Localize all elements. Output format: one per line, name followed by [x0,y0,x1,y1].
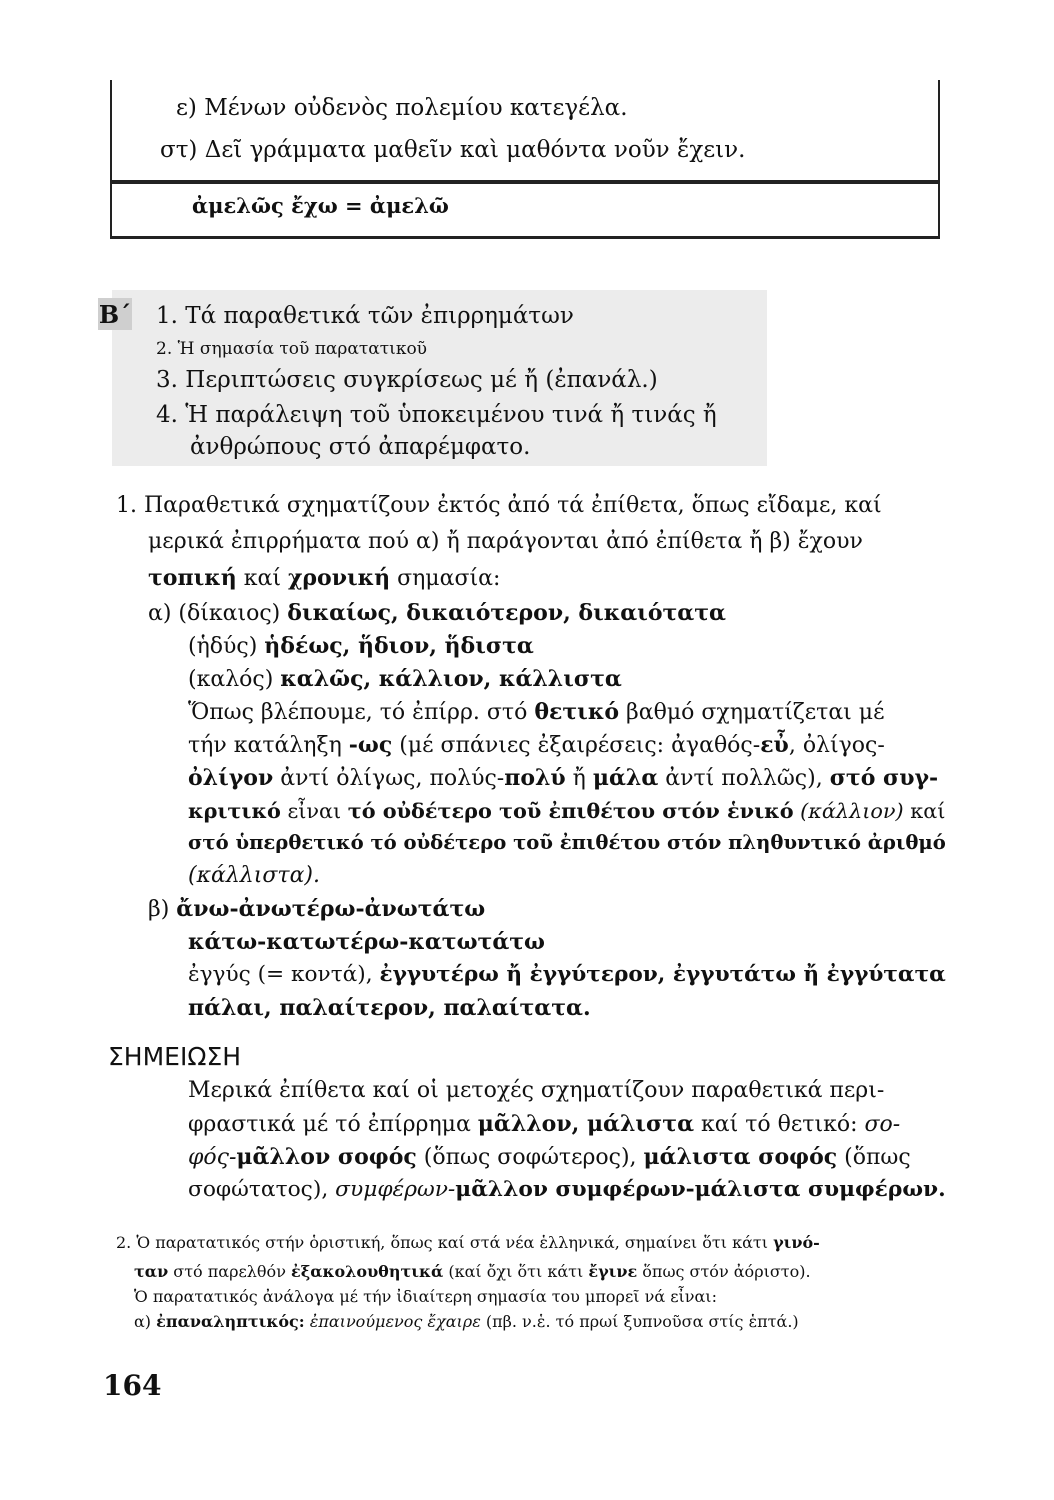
note-heading: ΣΗΜΕΙΩΣΗ [108,1042,242,1071]
item-a-line-2: (ἡδύς) ἡδέως, ἥδιον, ἥδιστα [188,633,534,659]
page-number: 164 [103,1369,162,1402]
footnote-line-2: ταν στό παρελθόν ἐξακολουθητικά (καί ὄχι ὅτι κάτι ἔγινε ὅπως στόν ἀόριστο). [134,1262,811,1281]
note-line-1: Μερικά ἐπίθετα καί οἱ μετοχές σχηματίζουν παραθετικά περι- [188,1078,885,1103]
item-b-line-4: πάλαι, παλαίτερον, παλαίτατα. [188,995,591,1021]
note-line-4: σοφώτατος), συμφέρων-μᾶλλον συμφέρων-μάλιστα συμφέρων. [188,1177,946,1202]
rule-text: ἀμελῶς ἔχω = ἀμελῶ [192,193,449,218]
item-a-line-1: α) (δίκαιος) δικαίως, δικαιότερον, δικαιότατα [148,600,726,626]
para-1-line-3: τοπική καί χρονική σημασία: [148,565,501,591]
comment-line-6: (κάλλιστα). [188,863,320,888]
note-line-3: φός-μᾶλλον σοφός (ὅπως σοφώτερος), μάλιστα σοφός (ὅπως [188,1144,911,1170]
footnote-line-1: 2. Ὁ παρατατικός στήν ὁριστική, ὅπως καί στά νέα ἑλληνικά, σημαίνει ὅτι κάτι γινό- [116,1233,820,1252]
example-e: ε) Μένων οὐδενὸς πολεμίου κατεγέλα. [176,95,628,121]
item-b-line-1: β) ἄνω-ἀνωτέρω-ἀνωτάτω [148,896,486,922]
toc-item-3: 3. Περιπτώσεις συγκρίσεως μέ ἤ (ἐπανάλ.) [156,367,658,393]
toc-item-4: 4. Ἡ παράλειψη τοῦ ὑποκειμένου τινά ἤ τινάς ἤ [156,402,717,428]
item-b-line-3: ἐγγύς (= κοντά), ἐγγυτέρω ἤ ἐγγύτερον, ἐγγυτάτω ἤ ἐγγύτατα [188,962,946,987]
toc-item-4-cont: ἀνθρώπους στό ἀπαρέμφατο. [190,434,531,460]
toc-item-2: 2. Ἡ σημασία τοῦ παρατατικοῦ [156,339,428,359]
item-b-line-2: κάτω-κατωτέρω-κατωτάτω [188,929,546,955]
item-a-line-3: (καλός) καλῶς, κάλλιον, κάλλιστα [188,666,622,692]
section-label: Β΄ [98,299,132,329]
footnote-line-4: α) ἐπαναληπτικός: ἐπαινούμενος ἔχαιρε (πβ. ν.ἑ. τό πρωί ξυπνοῦσα στίς ἑπτά.) [134,1312,799,1331]
footnote-line-3: Ὁ παρατατικός ἀνάλογα μέ τήν ἰδιαίτερη σημασία του μπορεῖ νά εἶναι: [134,1287,717,1306]
comment-line-5: στό ὑπερθετικό τό οὐδέτερο τοῦ ἐπιθέτου στόν πληθυντικό ἀριθμό [188,831,946,854]
note-line-2: φραστικά μέ τό ἐπίρρημα μᾶλλον, μάλιστα καί τό θετικό: σο- [188,1111,901,1137]
comment-line-3: ὀλίγον ἀντί ὀλίγως, πολύς-πολύ ἤ μάλα ἀντί πολλῶς), στό συγ- [188,765,939,791]
comment-line-2: τήν κατάληξη -ως (μέ σπάνιες ἐξαιρέσεις: ἀγαθός-εὖ, ὀλίγος- [188,732,885,758]
para-1-line-2: μερικά ἐπιρρήματα πού α) ἤ παράγονται ἀπό ἐπίθετα ἤ β) ἔχουν [148,529,863,554]
comment-line-4: κριτικό εἶναι τό οὐδέτερο τοῦ ἐπιθέτου στόν ἑνικό (κάλλιον) καί [188,798,946,823]
comment-line-1: Ὅπως βλέπουμε, τό ἐπίρρ. στό θετικό βαθμό σχηματίζεται μέ [188,699,885,725]
toc-item-1: 1. Τά παραθετικά τῶν ἐπιρρημάτων [156,303,574,329]
para-1-line-1: 1. Παραθετικά σχηματίζουν ἐκτός ἀπό τά ἐπίθετα, ὅπως εἴδαμε, καί [116,493,882,518]
example-st: στ) Δεῖ γράμματα μαθεῖν καὶ μαθόντα νοῦν ἔχειν. [160,137,746,163]
